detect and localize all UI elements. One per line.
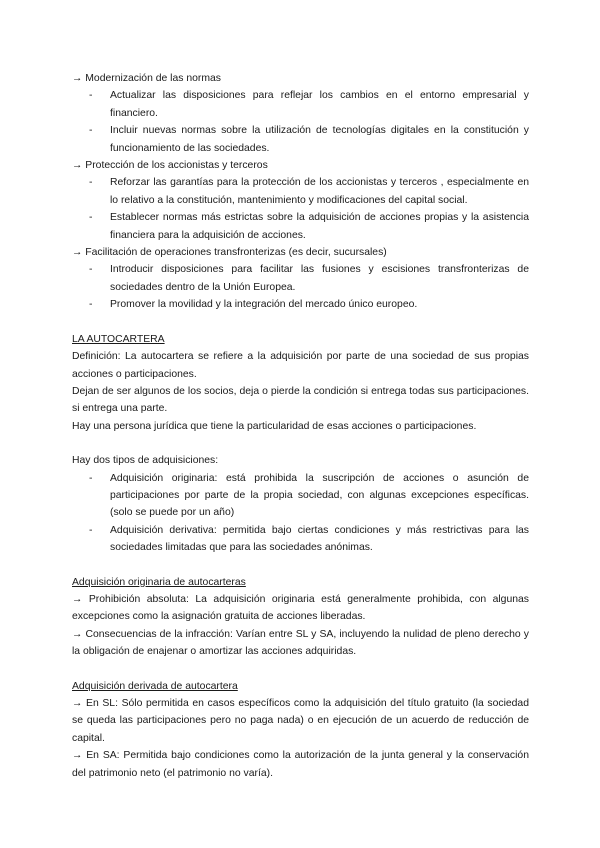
list-item: - Reforzar las garantías para la protección de los accionistas y terceros , especialmente en lo relativo a la constitución, mantenimiento y modificaciones del capital social. [72, 174, 529, 209]
derivada-line-sl: → En SL: Sólo permitida en casos específicos como la adquisición del título gratuito (la sociedad se queda las participaciones pero no paga nada) o en ejecución de un acuerdo de reducción de capital. [72, 698, 529, 744]
section-heading-proteccion: → Protección de los accionistas y terceros [72, 160, 268, 172]
bullet-dash: - [89, 177, 93, 189]
types-intro: Hay dos tipos de adquisiciones: [72, 455, 219, 467]
bullet-dash: - [89, 90, 93, 102]
list-item: - Actualizar las disposiciones para reflejar los cambios en el entorno empresarial y financiero. [72, 87, 529, 122]
autocartera-title: LA AUTOCARTERA [72, 333, 165, 345]
bullet-dash: - [89, 212, 93, 224]
originaria-heading: Adquisición originaria de autocarteras [72, 576, 246, 588]
originaria-line-prohibicion: → Prohibición absoluta: La adquisición originaria está generalmente prohibida, con algunas excepciones como la asignación gratuita de acciones liberadas. [72, 593, 529, 623]
list-item: - Incluir nuevas normas sobre la utilización de tecnologías digitales en la constitución y funcionamiento de las sociedades. [72, 122, 529, 157]
bullet-dash: - [89, 472, 93, 484]
list-item: - Introducir disposiciones para facilitar las fusiones y escisiones transfronterizas de sociedades dentro de la Unión Europea. [72, 261, 529, 296]
autocartera-definition: Definición: La autocartera se refiere a la adquisición por parte de una sociedad de sus propias acciones o participaciones. [72, 351, 529, 380]
bullet-list-proteccion [72, 174, 529, 244]
bullet-dash: - [89, 299, 93, 311]
section-heading-transfronterizas: → Facilitación de operaciones transfronterizas (es decir, sucursales) [72, 247, 387, 259]
derivada-line-sa: → En SA: Permitida bajo condiciones como la autorización de la junta general y la conservación del patrimonio neto (el patrimonio no varía). [72, 750, 529, 779]
document-content [72, 70, 529, 782]
bullet-dash: - [89, 125, 93, 137]
section-heading-modernizacion: → Modernización de las normas [72, 73, 222, 84]
bullet-list-modernizacion [72, 87, 529, 157]
bullet-list-transfronterizas [72, 261, 529, 313]
list-item: - Promover la movilidad y la integración del mercado único europeo. [72, 296, 529, 313]
list-item: - Establecer normas más estrictas sobre la adquisición de acciones propias y la asistencia financiera para la adquisición de acciones. [72, 209, 529, 244]
originaria-line-consecuencias: → Consecuencias de la infracción: Varían entre SL y SA, incluyendo la nulidad de pleno derecho y la obligación de enajenar o amortizar las acciones adquiridas. [72, 628, 529, 658]
list-item: - Adquisición originaria: está prohibida la suscripción de acciones o asunción de participaciones por parte de la propia sociedad, con algunas excepciones específicas. (solo se puede por un año) [72, 470, 529, 522]
autocartera-paragraph-persona: Hay una persona jurídica que tiene la particularidad de esas acciones o participaciones. [72, 420, 477, 432]
bullet-dash: - [89, 524, 93, 536]
derivada-heading: Adquisición derivada de autocartera [72, 680, 238, 692]
bullet-dash: - [89, 264, 93, 276]
list-item: - Adquisición derivativa: permitida bajo ciertas condiciones y más restrictivas para las sociedades limitadas que para las sociedades anónimas. [72, 522, 529, 557]
autocartera-paragraph-socios: Dejan de ser algunos de los socios, deja o pierde la condición si entrega todas sus participaciones. si entrega una parte. [72, 385, 529, 415]
bullet-list-types [72, 470, 529, 557]
